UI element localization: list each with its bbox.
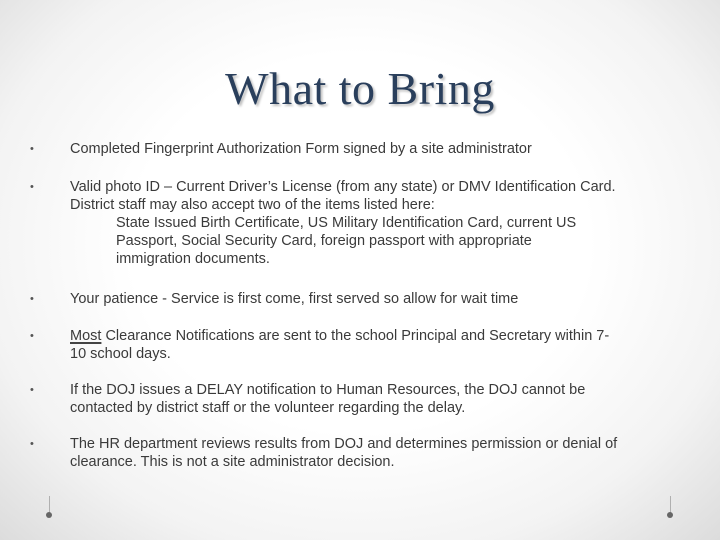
item-text-line: The HR department reviews results from DOJ and determines permission or denial of [70, 436, 618, 452]
decorative-dot-left [46, 512, 52, 518]
item-text-line: Completed Fingerprint Authorization Form signed by a site administrator [70, 141, 532, 157]
item-text-continuation: Clearance Notifications are sent to the school Principal and Secretary within 7- [101, 328, 610, 344]
item-text-line: If the DOJ issues a DELAY notification to Human Resources, the DOJ cannot be [70, 382, 586, 398]
item-text-line: contacted by district staff or the volunteer regarding the delay. [70, 400, 466, 416]
item-text-line: 10 school days. [70, 346, 171, 362]
decorative-dot-right [667, 512, 673, 518]
bullet-icon: • [30, 181, 34, 193]
bullet-icon: • [30, 384, 34, 396]
item-text-line [70, 327, 680, 345]
item-subtext-line: State Issued Birth Certificate, US Military Identification Card, current US [116, 215, 577, 231]
bullet-icon: • [30, 293, 34, 305]
bullet-icon: • [30, 330, 34, 342]
underlined-word: Most [70, 328, 102, 344]
item-subtext-line: immigration documents. [116, 251, 270, 267]
slide-title: What to Bring [225, 63, 495, 114]
item-text-line: clearance. This is not a site administrator decision. [70, 454, 395, 470]
bullet-icon: • [30, 143, 34, 155]
bullet-icon: • [30, 438, 34, 450]
item-text-line: Valid photo ID – Current Driver’s License (from any state) or DMV Identification Card. [70, 179, 616, 195]
item-text-line: District staff may also accept two of the items listed here: [70, 197, 435, 213]
item-subtext-line: Passport, Social Security Card, foreign passport with appropriate [116, 233, 532, 249]
item-text-line: Your patience - Service is first come, first served so allow for wait time [70, 291, 519, 307]
